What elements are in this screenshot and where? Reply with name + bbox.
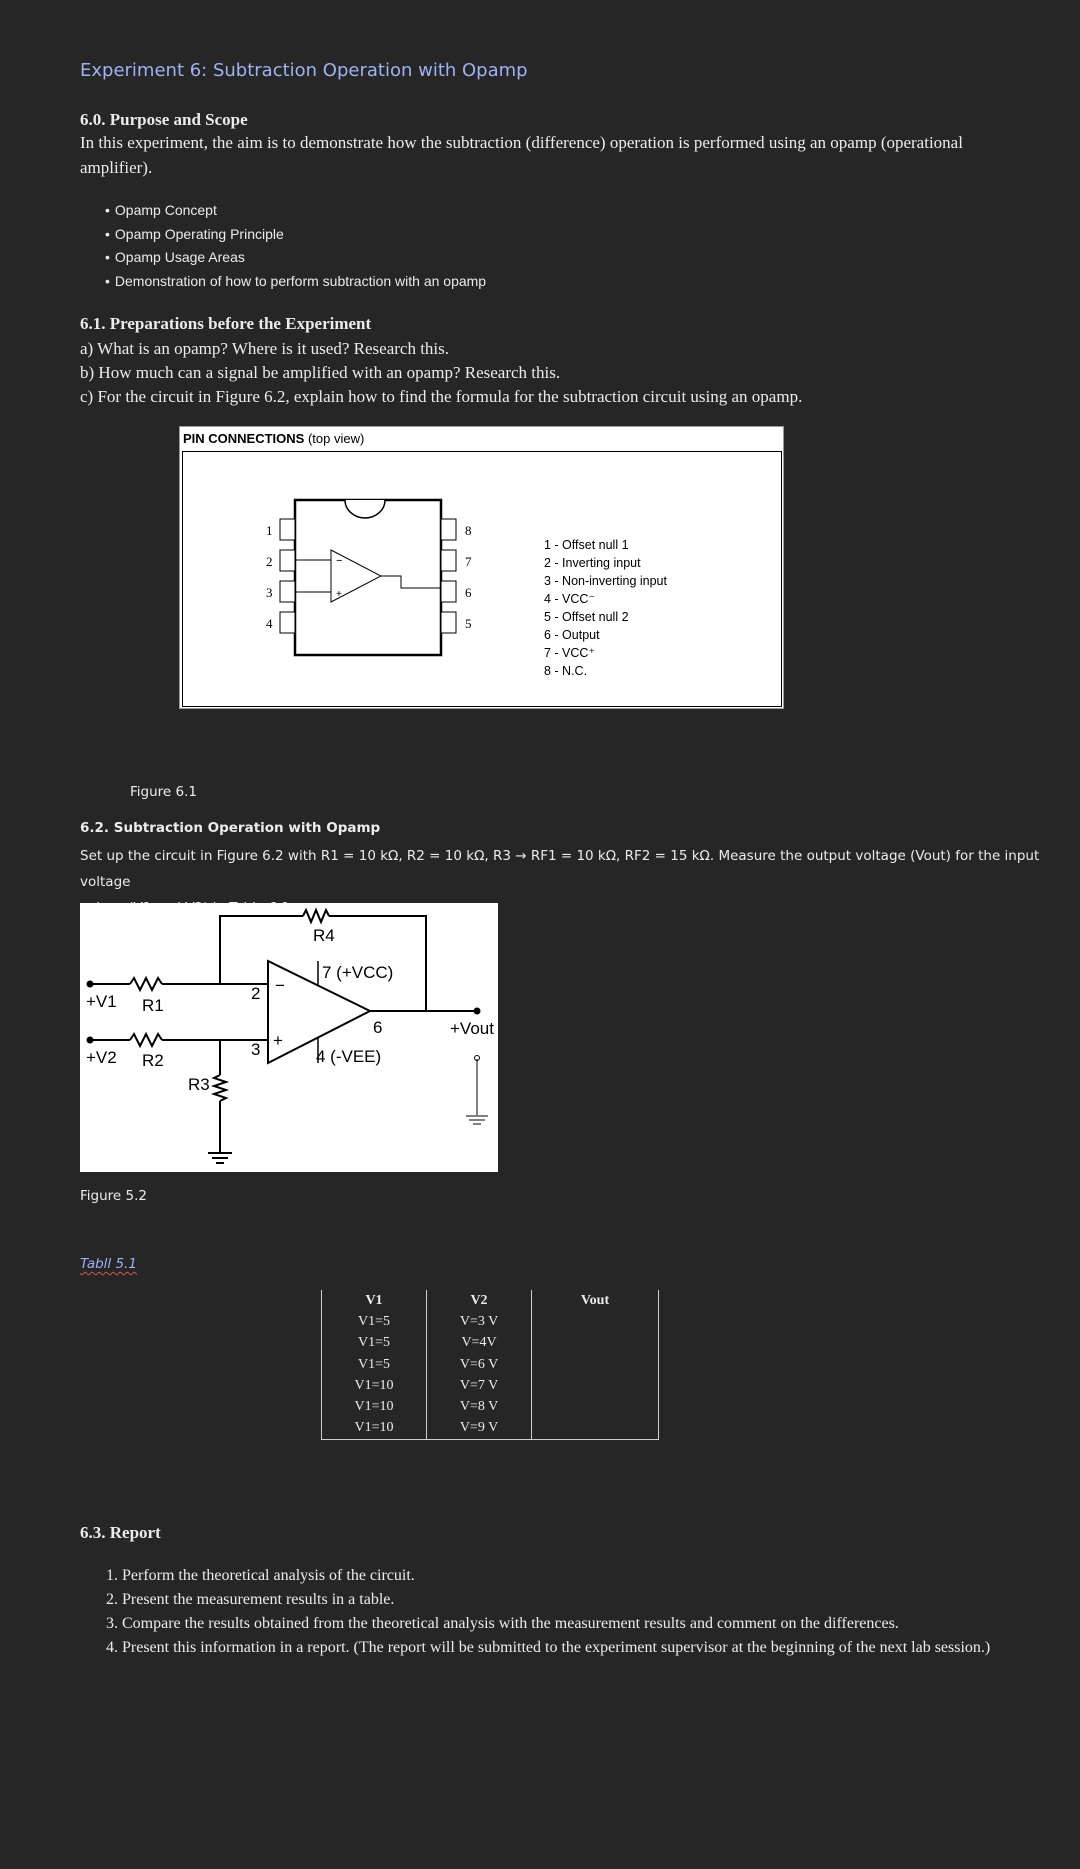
pin-desc: 8 - N.C. bbox=[544, 664, 588, 678]
prep-item-a: a) What is an opamp? Where is it used? Research this. bbox=[80, 339, 450, 358]
pin-description-list bbox=[544, 536, 667, 680]
r4-resistor bbox=[303, 910, 329, 922]
r1-resistor bbox=[130, 978, 162, 990]
prep-item-b: b) How much can a signal be amplified with an opamp? Research this. bbox=[80, 363, 561, 382]
pin-2-pad bbox=[280, 550, 295, 571]
report-item: 2. Present the measurement results in a table. bbox=[122, 1588, 1022, 1612]
pin-desc: 7 - VCC⁺ bbox=[544, 646, 596, 660]
table-row bbox=[322, 1311, 659, 1332]
figure-subtractor-circuit bbox=[80, 903, 498, 1172]
measurement-table bbox=[321, 1290, 659, 1440]
pin-label-left: 2 bbox=[266, 554, 273, 569]
prep-item-c: c) For the circuit in Figure 6.2, explain how to find the formula for the subtraction circuit using an opamp. bbox=[80, 387, 803, 406]
cell-v1: V1=5 bbox=[322, 1333, 427, 1354]
inverting-sign: − bbox=[336, 555, 343, 567]
pin-3-pad bbox=[280, 581, 295, 602]
r1-label: R1 bbox=[142, 996, 164, 1015]
figure-1-title: PIN CONNECTIONS (top view) bbox=[183, 431, 365, 446]
pin-desc: 3 - Non-inverting input bbox=[544, 574, 667, 588]
pin-desc: 2 - Inverting input bbox=[544, 556, 641, 570]
header-v2: V2 bbox=[427, 1290, 532, 1311]
cell-v1: V1=10 bbox=[322, 1375, 427, 1396]
noninverting-sign: + bbox=[336, 589, 342, 600]
preparations-list bbox=[80, 337, 802, 409]
circuit-diagram bbox=[80, 903, 498, 1172]
vcc-label: 7 (+VCC) bbox=[322, 963, 394, 982]
pin-desc: 1 - Offset null 1 bbox=[544, 538, 629, 552]
plus-sign: + bbox=[273, 1031, 283, 1050]
table-row bbox=[322, 1375, 659, 1396]
vout-terminal bbox=[474, 1008, 481, 1015]
r2-label: R2 bbox=[142, 1051, 164, 1070]
r2-resistor bbox=[130, 1034, 162, 1046]
vee-label: 4 (-VEE) bbox=[316, 1047, 382, 1066]
header-v1: V1 bbox=[322, 1290, 427, 1311]
purpose-paragraph bbox=[80, 130, 1040, 180]
pin-desc: 4 - VCC⁻ bbox=[544, 592, 596, 606]
pin-5-pad bbox=[441, 612, 456, 633]
ground-r3-icon bbox=[208, 1153, 232, 1163]
table-row bbox=[322, 1396, 659, 1417]
cell-v2: V=3 V bbox=[427, 1311, 532, 1332]
header-vout: Vout bbox=[532, 1290, 659, 1311]
report-item: 4. Present this information in a report. (The report will be submitted to the experiment supervisor at the beginning of the next lab session.) bbox=[122, 1636, 1022, 1660]
cell-vout[interactable] bbox=[532, 1311, 659, 1332]
pin-4-pad bbox=[280, 612, 295, 633]
v2-label: +V2 bbox=[86, 1048, 117, 1067]
r4-label: R4 bbox=[313, 926, 335, 945]
vout-label: +Vout bbox=[450, 1019, 494, 1038]
heading-subtraction: 6.2. Subtraction Operation with Opamp bbox=[80, 820, 381, 836]
cell-v1: V1=10 bbox=[322, 1396, 427, 1417]
pin-label-right: 6 bbox=[465, 585, 472, 600]
cell-vout[interactable] bbox=[532, 1354, 659, 1375]
v2-terminal bbox=[87, 1037, 94, 1044]
pin-1-pad bbox=[280, 519, 295, 540]
feedback-wire bbox=[220, 916, 303, 984]
report-item: 3. Compare the results obtained from the theoretical analysis with the measurement results and comment on the differences. bbox=[122, 1612, 1022, 1636]
ic-package-drawing bbox=[183, 452, 781, 706]
r3-resistor bbox=[214, 1075, 226, 1101]
bullet-item: • Opamp Operating Principle bbox=[105, 223, 486, 247]
v1-terminal bbox=[87, 981, 94, 988]
pin-2-label: 2 bbox=[251, 984, 261, 1003]
v1-label: +V1 bbox=[86, 992, 117, 1011]
pin-label-left: 1 bbox=[266, 523, 273, 538]
bullet-item: • Demonstration of how to perform subtraction with an opamp bbox=[105, 270, 486, 294]
r3-label: R3 bbox=[188, 1075, 210, 1094]
cell-v2: V=9 V bbox=[427, 1418, 532, 1440]
pin-6-pad bbox=[441, 581, 456, 602]
bullet-item: • Opamp Concept bbox=[105, 199, 486, 223]
table-header-row bbox=[322, 1290, 659, 1311]
table-row bbox=[322, 1354, 659, 1375]
pin-label-left: 3 bbox=[266, 585, 273, 600]
cell-vout[interactable] bbox=[532, 1333, 659, 1354]
cell-vout[interactable] bbox=[532, 1396, 659, 1417]
minus-sign: − bbox=[275, 976, 285, 995]
cell-v2: V=4V bbox=[427, 1333, 532, 1354]
cell-v1: V1=10 bbox=[322, 1418, 427, 1440]
pin-3-label: 3 bbox=[251, 1040, 261, 1059]
figure-1-caption: Figure 6.1 bbox=[130, 784, 197, 800]
heading-report: 6.3. Report bbox=[80, 1523, 161, 1542]
pin-8-pad bbox=[441, 519, 456, 540]
heading-purpose: 6.0. Purpose and Scope bbox=[80, 110, 248, 129]
document-title: Experiment 6: Subtraction Operation with Opamp bbox=[80, 60, 528, 81]
heading-preparations: 6.1. Preparations before the Experiment bbox=[80, 314, 372, 333]
pin-label-right: 8 bbox=[465, 523, 472, 538]
pin-7-pad bbox=[441, 550, 456, 571]
cell-v2: V=7 V bbox=[427, 1375, 532, 1396]
table-row bbox=[322, 1418, 659, 1440]
table-row bbox=[322, 1333, 659, 1354]
figure-2-caption: Figure 5.2 bbox=[80, 1188, 147, 1204]
pin-desc: 6 - Output bbox=[544, 628, 600, 642]
table-caption: Tabll 5.1 bbox=[80, 1256, 137, 1272]
report-item: 1. Perform the theoretical analysis of the circuit. bbox=[122, 1564, 1022, 1588]
ground-output-icon bbox=[466, 1059, 488, 1124]
pin-label-right: 5 bbox=[465, 616, 472, 631]
cell-vout[interactable] bbox=[532, 1418, 659, 1440]
pin-label-left: 4 bbox=[266, 616, 273, 631]
bullet-item: • Opamp Usage Areas bbox=[105, 246, 486, 270]
cell-v1: V1=5 bbox=[322, 1354, 427, 1375]
pin-6-label: 6 bbox=[373, 1018, 383, 1037]
figure-pin-connections bbox=[179, 426, 784, 709]
figure-1-frame bbox=[182, 451, 782, 707]
subtraction-line-1: Set up the circuit in Figure 6.2 with R1 = 10 kΩ, R2 = 10 kΩ, R3 → RF1 = 10 kΩ, RF2 = 15 kΩ. Measure the output voltage (Vout) for the input voltage bbox=[80, 848, 1040, 890]
pin-label-right: 7 bbox=[465, 554, 472, 569]
report-list bbox=[80, 1564, 1022, 1660]
cell-vout[interactable] bbox=[532, 1375, 659, 1396]
purpose-line-2: amplifier). bbox=[80, 158, 153, 177]
purpose-line-1: In this experiment, the aim is to demonstrate how the subtraction (difference) operation is performed using an opamp (operational bbox=[80, 133, 963, 152]
cell-v2: V=6 V bbox=[427, 1354, 532, 1375]
cell-v1: V1=5 bbox=[322, 1311, 427, 1332]
pin-desc: 5 - Offset null 2 bbox=[544, 610, 629, 624]
cell-v2: V=8 V bbox=[427, 1396, 532, 1417]
purpose-bullets bbox=[105, 199, 486, 293]
